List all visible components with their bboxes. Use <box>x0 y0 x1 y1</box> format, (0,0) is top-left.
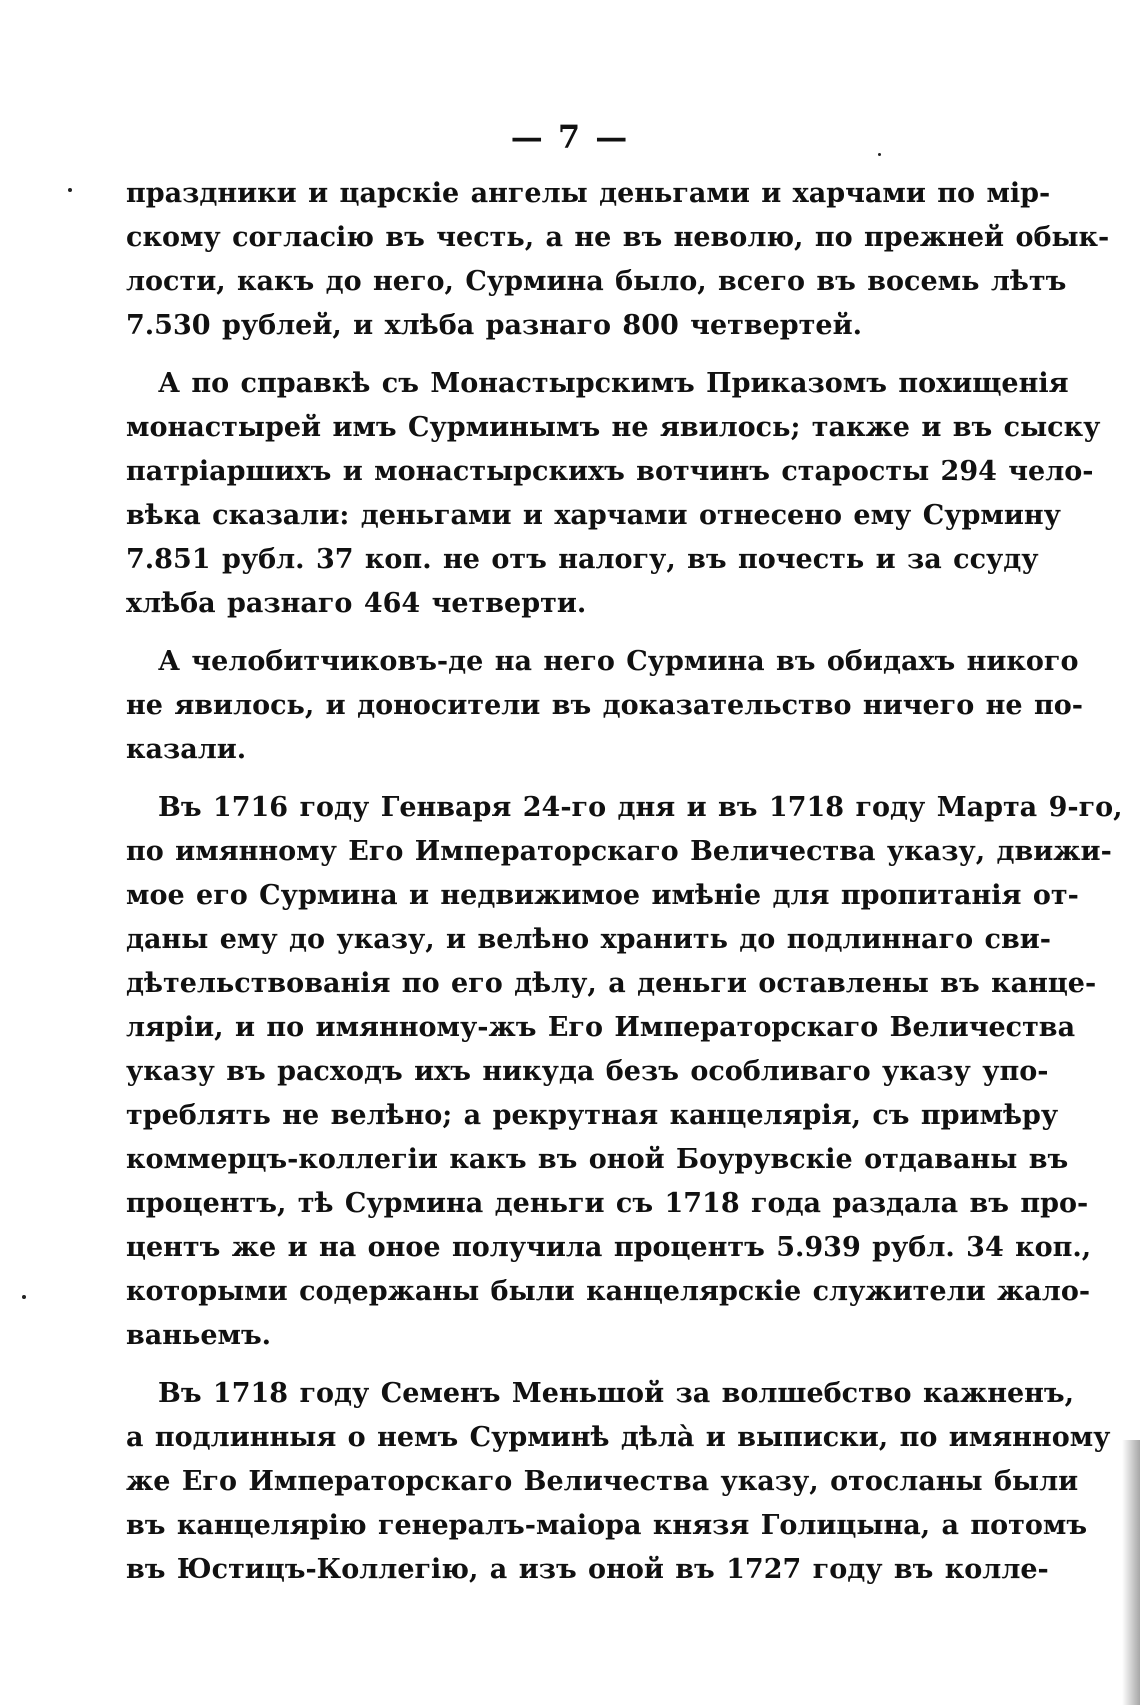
text-line: треблять не велѣно; а рекрутная канцелярія, съ примѣру <box>126 1100 1059 1131</box>
margin-speck <box>878 153 881 156</box>
text-line: праздники и царскіе ангелы деньгами и харчами по мір- <box>126 178 1051 209</box>
text-line: не явилось, и доносители въ доказательство ничего не по- <box>126 690 1083 721</box>
text-line: вѣка сказали: деньгами и харчами отнесено ему Сурмину <box>126 500 1061 531</box>
text-line: центъ же и на оное получила процентъ 5.939 рубл. 34 коп., <box>126 1232 1092 1263</box>
paragraph <box>126 362 1101 626</box>
text-line: А по справкѣ съ Монастырскимъ Приказомъ похищенія <box>158 368 1069 399</box>
text-line: по имянному Его Императорскаго Величества указу, движи- <box>126 836 1112 867</box>
text-line: даны ему до указу, и велѣно хранить до подлиннаго сви- <box>126 924 1051 955</box>
text-line: которыми содержаны были канцелярскіе служители жало- <box>126 1276 1091 1307</box>
text-line: мое его Сурмина и недвижимое имѣніе для пропитанія от- <box>126 880 1079 911</box>
text-line: указу въ расходъ ихъ никуда безъ особливаго указу упо- <box>126 1056 1049 1087</box>
text-line: же Его Императорскаго Величества указу, отосланы были <box>126 1466 1079 1497</box>
margin-speck <box>68 188 72 192</box>
text-line: Въ 1718 году Семенъ Меньшой за волшебство кажненъ, <box>158 1378 1075 1409</box>
page-edge-shadow <box>1122 1440 1140 1705</box>
body-text <box>126 172 1123 1592</box>
text-line: коммерцъ-коллегіи какъ въ оной Боурувскіе отдаваны въ <box>126 1144 1069 1175</box>
text-line: процентъ, тѣ Сурмина деньги съ 1718 года раздала въ про- <box>126 1188 1089 1219</box>
text-line: въ Юстицъ-Коллегію, а изъ оной въ 1727 году въ колле- <box>126 1554 1049 1585</box>
page-number: — 7 — <box>510 118 630 156</box>
text-line: дѣтельствованія по его дѣлу, а деньги оставлены въ канце- <box>126 968 1097 999</box>
text-line: а подлинныя о немъ Сурминѣ дѣлà и выписки, по имянному <box>126 1422 1111 1453</box>
text-line: Въ 1716 году Генваря 24-го дня и въ 1718 году Марта 9-го, <box>158 792 1123 823</box>
paragraph <box>126 172 1110 348</box>
text-line: скому согласію въ честь, а не въ неволю, по прежней обык- <box>126 222 1110 253</box>
text-line: хлѣба разнаго 464 четверти. <box>126 588 587 619</box>
text-line: 7.530 рублей, и хлѣба разнаго 800 четвертей. <box>126 310 863 341</box>
margin-speck <box>22 1295 26 1299</box>
paragraph <box>126 1372 1111 1592</box>
text-line: А челобитчиковъ-де на него Сурмина въ обидахъ никого <box>158 646 1079 677</box>
text-line: 7.851 рубл. 37 коп. не отъ налогу, въ почесть и за ссуду <box>126 544 1039 575</box>
text-line: патріаршихъ и монастырскихъ вотчинъ старосты 294 чело- <box>126 456 1094 487</box>
paragraph <box>126 640 1083 772</box>
text-line: ляріи, и по имянному-жъ Его Императорскаго Величества <box>126 1012 1076 1043</box>
text-line: монастырей имъ Сурминымъ не явилось; также и въ сыску <box>126 412 1101 443</box>
text-line: ваньемъ. <box>126 1320 272 1351</box>
text-line: казали. <box>126 734 247 765</box>
text-line: въ канцелярію генералъ-маіора князя Голицына, а потомъ <box>126 1510 1088 1541</box>
text-line: лости, какъ до него, Сурмина было, всего въ восемь лѣтъ <box>126 266 1067 297</box>
paragraph <box>126 786 1123 1358</box>
